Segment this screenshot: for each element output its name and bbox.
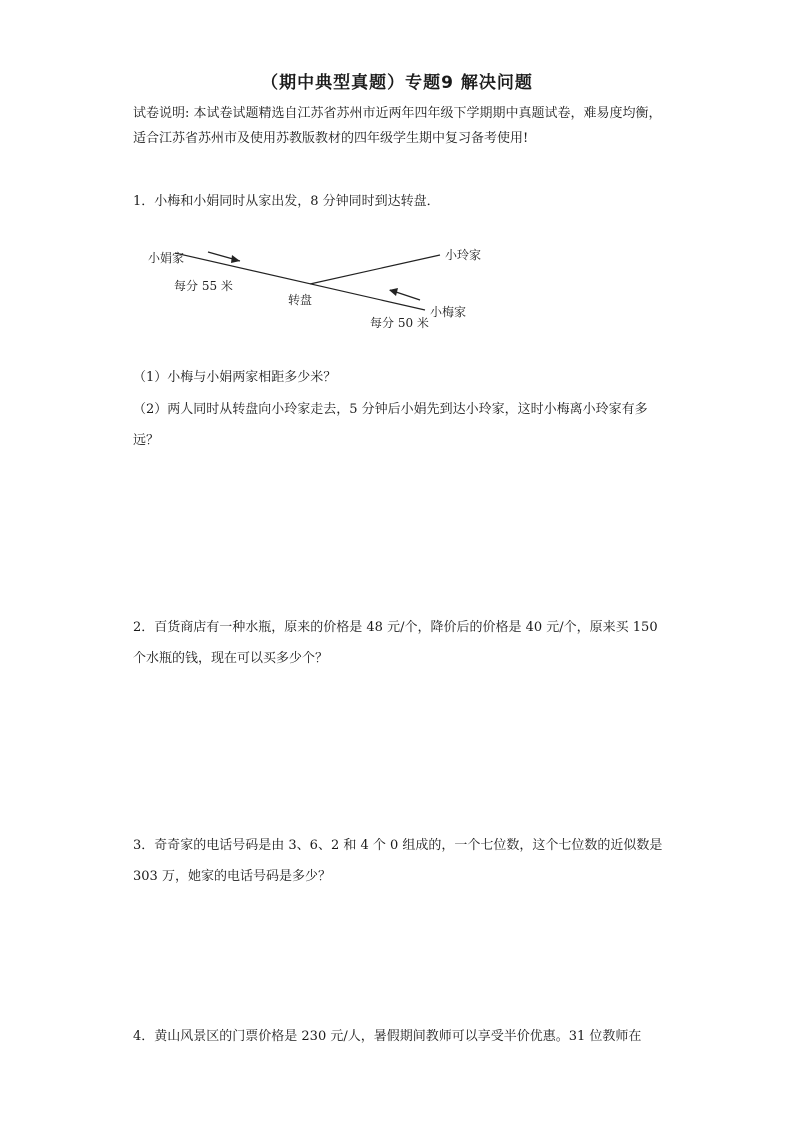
question-1-part-2: （2）两人同时从转盘向小玲家走去，5 分钟后小娟先到达小玲家，这时小梅离小玲家有多远？ [133, 402, 648, 448]
question-1-part-1: （1）小梅与小娟两家相距多少米？ [133, 370, 337, 385]
label-xiaomei-home: 小梅家 [430, 305, 467, 319]
question-3: 3．奇奇家的电话号码是由 3、6、2 和 4 个 0 组成的，一个七位数，这个七位数的近似数是 303 万，她家的电话号码是多少？ [133, 838, 663, 884]
route-zhuanpan-to-ling [310, 255, 440, 284]
arrow-mei-icon [389, 288, 420, 300]
question-4: 4．黄山风景区的门票价格是 230 元/人，暑假期间教师可以享受半价优惠。31 位教师在 [133, 1029, 642, 1044]
label-zhuanpan: 转盘 [288, 293, 313, 307]
question-1: 1．小梅和小娟同时从家出发，8 分钟同时到达转盘． [133, 194, 440, 209]
label-speed-mei: 每分 50 米 [370, 316, 429, 330]
paper-intro: 试卷说明: 本试卷试题精选自江苏省苏州市近两年四年级下学期期中真题试卷，难易度均衡，适合江苏省苏州市及使用苏教版教材的四年级学生期中复习备考使用! [133, 106, 662, 146]
question-2: 2．百货商店有一种水瓶，原来的价格是 48 元/个，降价后的价格是 40 元/个，原来买 150 个水瓶的钱，现在可以买多少个？ [133, 620, 658, 666]
page-title: （期中典型真题）专题9 解决问题 [261, 73, 533, 93]
label-xiaoling-home: 小玲家 [445, 248, 482, 262]
label-speed-juan: 每分 55 米 [174, 279, 233, 293]
route-diagram [140, 238, 500, 338]
label-xiaojuan-home: 小娟家 [148, 251, 185, 265]
